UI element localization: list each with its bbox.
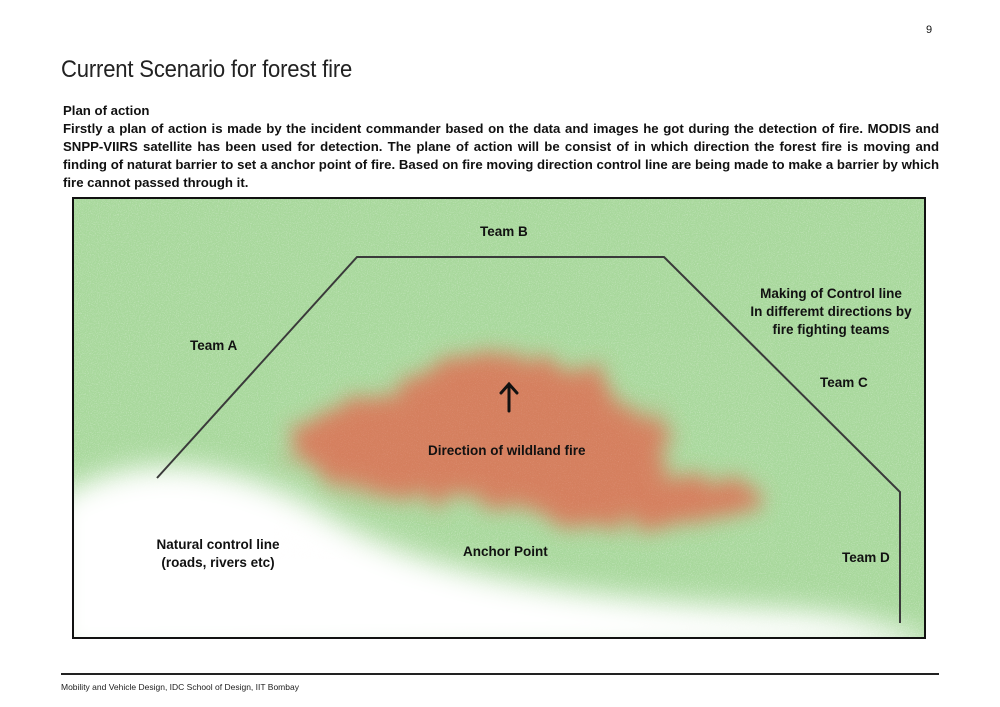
section-heading: Plan of action [63, 103, 150, 118]
footer-credit: Mobility and Vehicle Design, IDC School of Design, IIT Bombay [61, 682, 299, 692]
page-title: Current Scenario for forest fire [61, 56, 353, 83]
control-line-note-line-3: fire fighting teams [772, 322, 890, 337]
label-team-b: Team B [480, 224, 528, 239]
label-anchor-point: Anchor Point [463, 544, 548, 559]
footer-divider [61, 673, 939, 675]
natural-control-note [148, 536, 288, 572]
label-team-c: Team C [820, 375, 868, 390]
control-line-note-line-2: In differemt directions by [750, 304, 912, 319]
fire-plan-diagram [72, 197, 926, 639]
control-line-note-line-1: Making of Control line [760, 286, 902, 301]
body-block [63, 102, 939, 192]
label-team-d: Team D [842, 550, 890, 565]
label-team-a: Team A [190, 338, 238, 353]
natural-control-line-2: (roads, rivers etc) [161, 555, 275, 570]
natural-control-line-1: Natural control line [156, 537, 280, 552]
label-direction: Direction of wildland fire [428, 443, 586, 458]
body-paragraph: Firstly a plan of action is made by the incident commander based on the data and images he got during the detection of fire. MODIS and SNPP-VIIRS satellite has been used for detection. The plane of action will be consist of in which direction the forest fire is moving and finding of naturat barrier to set a anchor point of fire. Based on fire moving direction control line are being made to make a barrier by which fire cannot passed through it. [63, 121, 939, 190]
control-line-note [746, 285, 916, 339]
page-number: 9 [926, 24, 933, 36]
